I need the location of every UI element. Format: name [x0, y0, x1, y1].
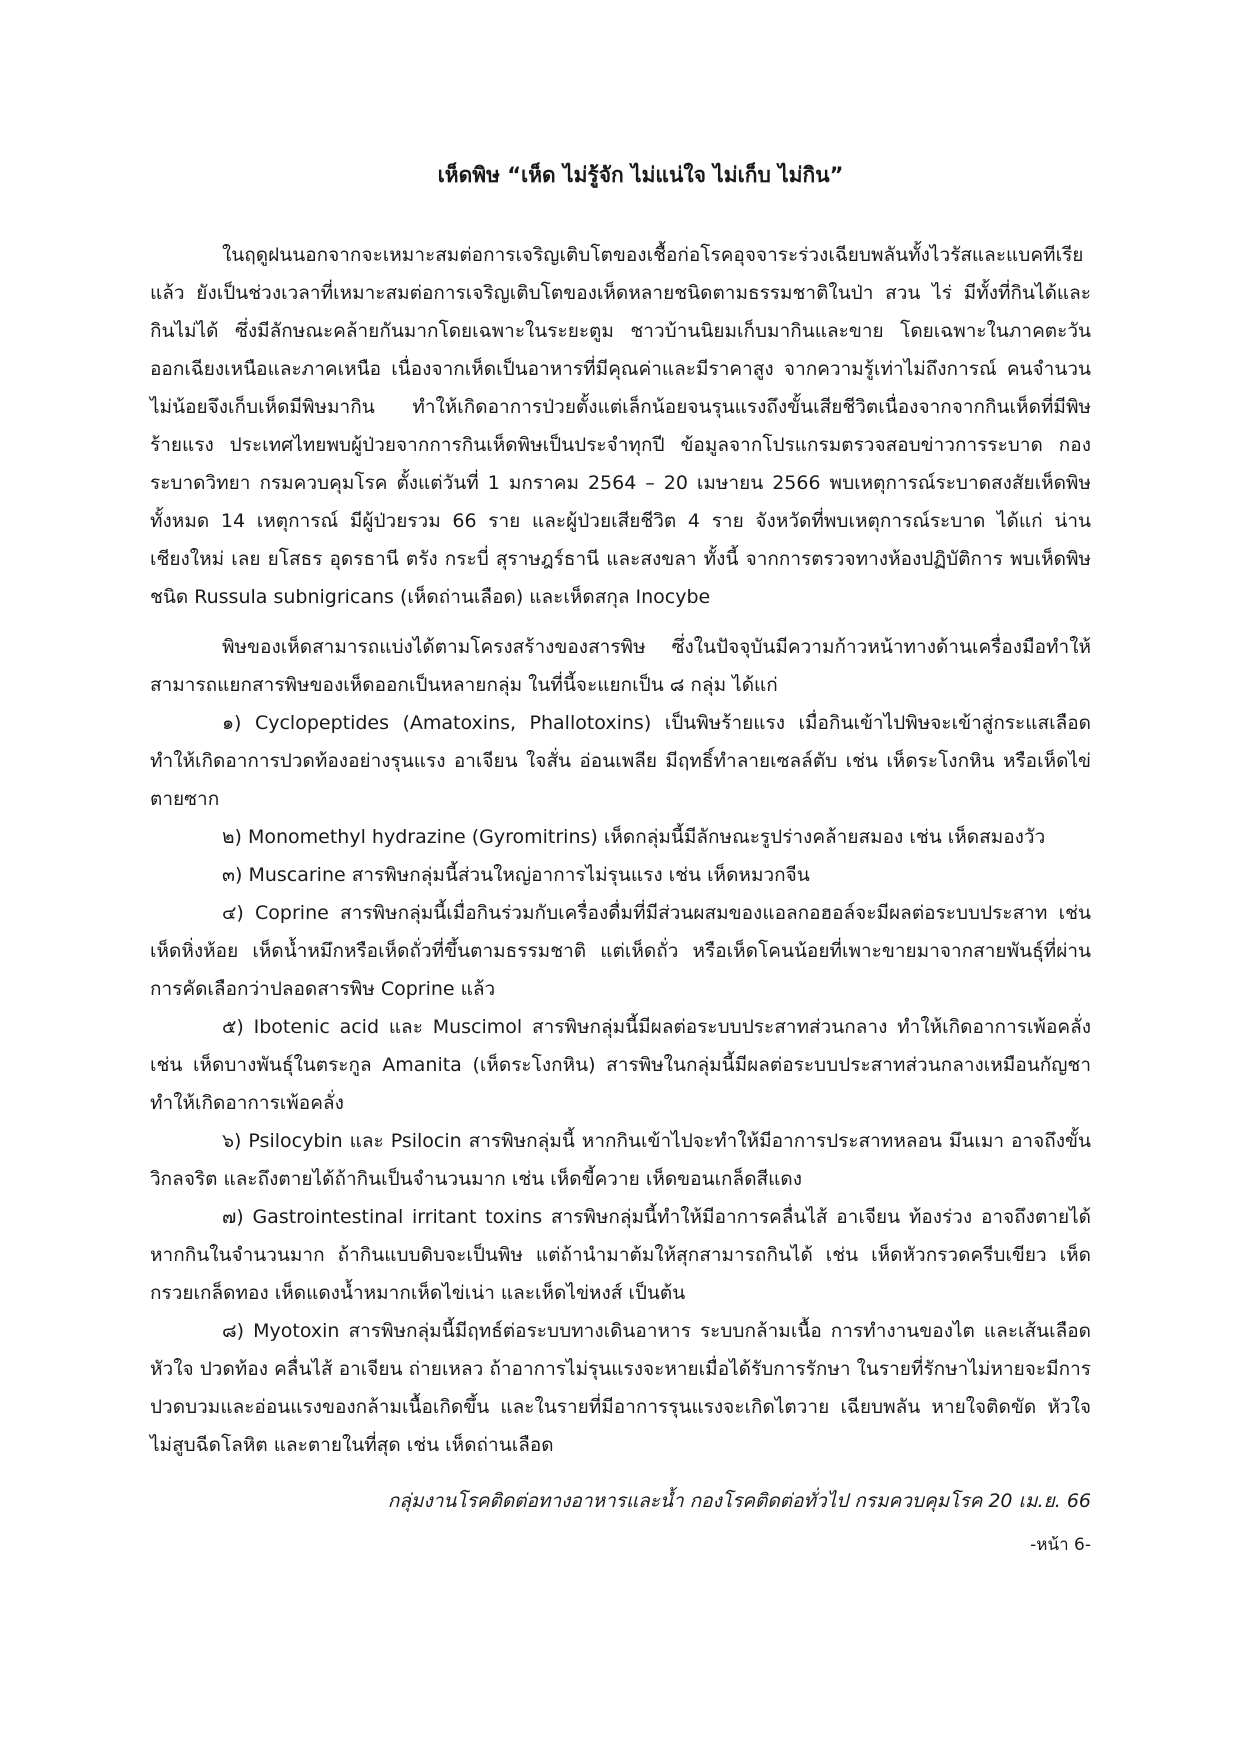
toxin-group-6: ๖) Psilocybin และ Psilocin สารพิษกลุ่มนี้ หากกินเข้าไปจะทำให้มีอาการประสาทหลอน มึนเมา อาจถึงขั้นวิกลจริต และถึงตายได้ถ้ากินเป็นจำนวนมาก เช่น เห็ดขี้ควาย เห็ดขอนเกล็ดสีแดง: [150, 1130, 1091, 1190]
toxin-group-4: ๔) Coprine สารพิษกลุ่มนี้เมื่อกินร่วมกับเครื่องดื่มที่มีส่วนผสมของแอลกอฮอล์จะมีผลต่อระบบประสาท เช่น เห็ดหิ่งห้อย เห็ดน้ำหมึกหรือเห็ดถั่วที่ขึ้นตามธรรมชาติ แต่เห็ดถั่ว หรือเห็ดโคนน้อยที่เพาะขายมาจากสายพันธุ์ที่ผ่านการคัดเลือกว่าปลอดสารพิษ Coprine แล้ว: [150, 902, 1091, 1000]
page-number: -หน้า 6-: [1030, 1535, 1091, 1555]
classification-paragraph: พิษของเห็ดสามารถแบ่งได้ตามโครงสร้างของสารพิษ ซึ่งในปัจจุบันมีความก้าวหน้าทางด้านเครื่องมือทำให้สามารถแยกสารพิษของเห็ดออกเป็นหลายกลุ่ม ในที่นี้จะแยกเป็น ๘ กลุ่ม ได้แก่: [150, 636, 1091, 696]
toxin-group-1: ๑) Cyclopeptides (Amatoxins, Phallotoxins) เป็นพิษร้ายแรง เมื่อกินเข้าไปพิษจะเข้าสู่กระแสเลือดทำให้เกิดอาการปวดท้องอย่างรุนแรง อาเจียน ใจสั่น อ่อนเพลีย มีฤทธิ์ทำลายเซลล์ตับ เช่น เห็ดระโงกหิน หรือเห็ดไข่ตายซาก: [150, 712, 1091, 810]
toxin-group-2: ๒) Monomethyl hydrazine (Gyromitrins) เห็ดกลุ่มนี้มีลักษณะรูปร่างคล้ายสมอง เช่น เห็ดสมองวัว: [222, 826, 1046, 848]
source-credit: กลุ่มงานโรคติดต่อทางอาหารและน้ำ กองโรคติดต่อทั่วไป กรมควบคุมโรค 20 เม.ย. 66: [387, 1490, 1091, 1512]
toxin-group-5: ๕) Ibotenic acid และ Muscimol สารพิษกลุ่มนี้มีผลต่อระบบประสาทส่วนกลาง ทำให้เกิดอาการเพ้อคลั่ง เช่น เห็ดบางพันธุ์ในตระกูล Amanita (เห็ดระโงกหิน) สารพิษในกลุ่มนี้มีผลต่อระบบประสาทส่วนกลางเหมือนกัญชา ทำให้เกิดอาการเพ้อคลั่ง: [150, 1016, 1091, 1114]
document-title: เห็ดพิษ “เห็ด ไม่รู้จัก ไม่แน่ใจ ไม่เก็บ ไม่กิน”: [437, 163, 844, 187]
toxin-group-7: ๗) Gastrointestinal irritant toxins สารพิษกลุ่มนี้ทำให้มีอาการคลื่นไส้ อาเจียน ท้องร่วง อาจถึงตายได้หากกินในจำนวนมาก ถ้ากินแบบดิบจะเป็นพิษ แต่ถ้านำมาต้มให้สุกสามารถกินได้ เช่น เห็ดหัวกรวดครีบเขียว เห็ดกรวยเกล็ดทอง เห็ดแดงน้ำหมากเห็ดไข่เน่า และเห็ดไข่หงส์ เป็นต้น: [150, 1206, 1091, 1304]
toxin-group-8: ๘) Myotoxin สารพิษกลุ่มนี้มีฤทธ์ต่อระบบทางเดินอาหาร ระบบกล้ามเนื้อ การทำงานของไต และเส้นเลือดหัวใจ ปวดท้อง คลื่นไส้ อาเจียน ถ่ายเหลว ถ้าอาการไม่รุนแรงจะหายเมื่อได้รับการรักษา ในรายที่รักษาไม่หายจะมีการปวดบวมและอ่อนแรงของกล้ามเนื้อเกิดขึ้น และในรายที่มีอาการรุนแรงจะเกิดไตวาย เฉียบพลัน หายใจติดขัด หัวใจไม่สูบฉีดโลหิต และตายในที่สุด เช่น เห็ดถ่านเลือด: [150, 1320, 1091, 1456]
toxin-group-3: ๓) Muscarine สารพิษกลุ่มนี้ส่วนใหญ่อาการไม่รุนแรง เช่น เห็ดหมวกจีน: [222, 864, 810, 886]
intro-paragraph: ในฤดูฝนนอกจากจะเหมาะสมต่อการเจริญเติบโตของเชื้อก่อโรคอุจจาระร่วงเฉียบพลันทั้งไวรัสและแบคทีเรียแล้ว ยังเป็นช่วงเวลาที่เหมาะสมต่อการเจริญเติบโตของเห็ดหลายชนิดตามธรรมชาติในป่า สวน ไร่ มีทั้งที่กินได้และกินไม่ได้ ซึ่งมีลักษณะคล้ายกันมากโดยเฉพาะในระยะตูม ชาวบ้านนิยมเก็บมากินและขาย โดยเฉพาะในภาคตะวันออกเฉียงเหนือและภาคเหนือ เนื่องจากเห็ดเป็นอาหารที่มีคุณค่าและมีราคาสูง จากความรู้เท่าไม่ถึงการณ์ คนจำนวนไม่น้อยจึงเก็บเห็ดมีพิษมากิน ทำให้เกิดอาการป่วยตั้งแต่เล็กน้อยจนรุนแรงถึงขั้นเสียชีวิตเนื่องจากจากกินเห็ดที่มีพิษร้ายแรง ประเทศไทยพบผู้ป่วยจากการกินเห็ดพิษเป็นประจำทุกปี ข้อมูลจากโปรแกรมตรวจสอบข่าวการระบาด กองระบาดวิทยา กรมควบคุมโรค ตั้งแต่วันที่ 1 มกราคม 2564 – 20 เมษายน 2566 พบเหตุการณ์ระบาดสงสัยเห็ดพิษ ทั้งหมด 14 เหตุการณ์ มีผู้ป่วยรวม 66 ราย และผู้ป่วยเสียชีวิต 4 ราย จังหวัดที่พบเหตุการณ์ระบาด ได้แก่ น่าน เชียงใหม่ เลย ยโสธร อุดรธานี ตรัง กระบี่ สุราษฎร์ธานี และสงขลา ทั้งนี้ จากการตรวจทางห้องปฏิบัติการ พบเห็ดพิษชนิด Russula subnigricans (เห็ดถ่านเลือด) และเห็ดสกุล Inocybe: [150, 244, 1091, 608]
